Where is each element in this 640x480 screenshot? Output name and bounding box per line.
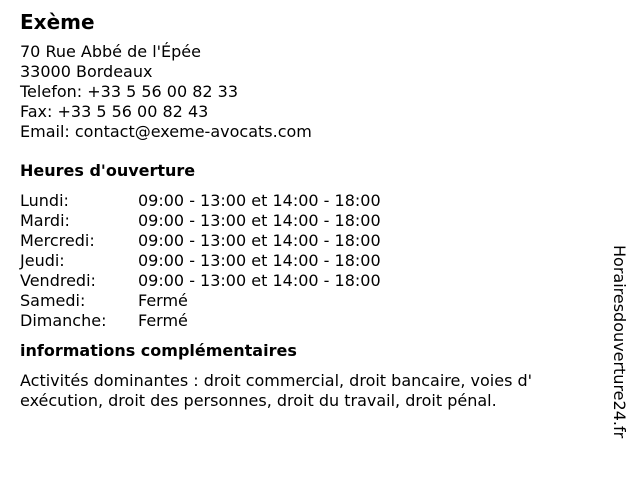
hours-row-sunday: [20, 311, 600, 331]
day-label: Mercredi:: [20, 231, 95, 250]
time-range: 09:00 - 13:00 et 14:00 - 18:00: [138, 251, 381, 270]
hours-row-thursday: [20, 251, 600, 271]
address-line-1: 70 Rue Abbé de l'Épée: [20, 42, 201, 61]
day-label: Samedi:: [20, 291, 86, 310]
hours-row-friday: [20, 271, 600, 291]
day-label: Dimanche:: [20, 311, 107, 330]
time-range: 09:00 - 13:00 et 14:00 - 18:00: [138, 211, 381, 230]
brand-watermark: [603, 135, 635, 439]
fax-number: Fax: +33 5 56 00 82 43: [20, 102, 209, 121]
address-line-2: 33000 Bordeaux: [20, 62, 153, 81]
additional-info-heading: informations complémentaires: [20, 341, 297, 360]
day-label: Mardi:: [20, 211, 70, 230]
business-card: [20, 10, 600, 411]
time-range: Fermé: [138, 291, 188, 310]
day-label: Jeudi:: [20, 251, 65, 270]
time-range: Fermé: [138, 311, 188, 330]
hours-row-wednesday: [20, 231, 600, 251]
additional-info-text: Activités dominantes : droit commercial, droit bancaire, voies d' exécution, droit des personnes, droit du travail, droit pénal.: [20, 371, 533, 410]
day-label: Vendredi:: [20, 271, 96, 290]
opening-hours-list: [20, 191, 600, 331]
hours-row-saturday: [20, 291, 600, 311]
hours-row-tuesday: [20, 211, 600, 231]
hours-row-monday: [20, 191, 600, 211]
brand-text: Horairesdouverture24.fr: [610, 245, 629, 439]
email-address[interactable]: Email: contact@exeme-avocats.com: [20, 122, 312, 141]
time-range: 09:00 - 13:00 et 14:00 - 18:00: [138, 231, 381, 250]
time-range: 09:00 - 13:00 et 14:00 - 18:00: [138, 271, 381, 290]
phone-number: Telefon: +33 5 56 00 82 33: [20, 82, 239, 101]
time-range: 09:00 - 13:00 et 14:00 - 18:00: [138, 191, 381, 210]
business-name: Exème: [20, 10, 95, 34]
day-label: Lundi:: [20, 191, 69, 210]
opening-hours-heading: Heures d'ouverture: [20, 161, 196, 180]
